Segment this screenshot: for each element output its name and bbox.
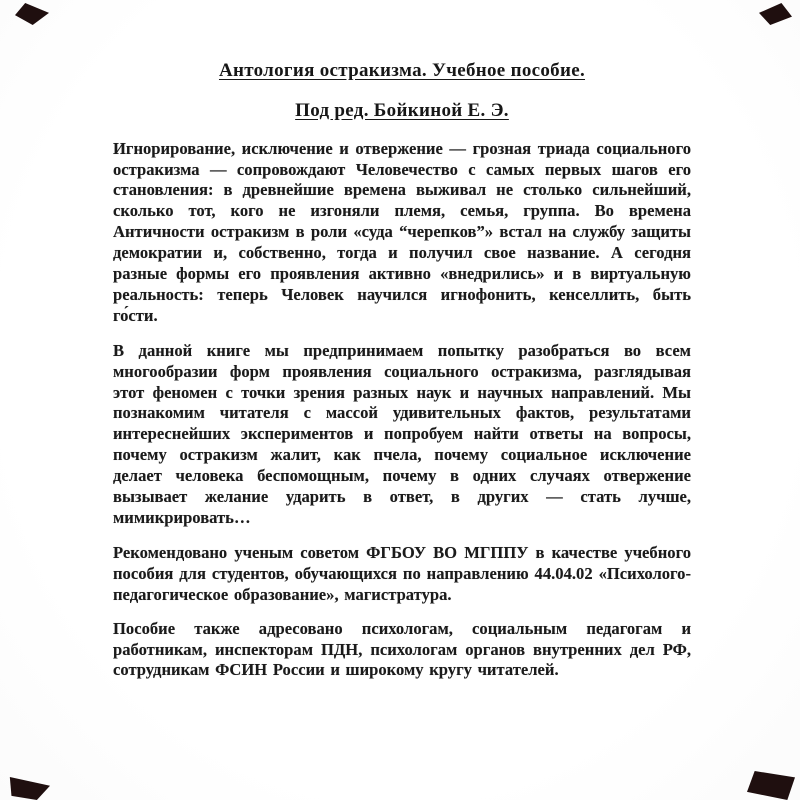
paragraph-intro-triad: Игнорирование, исключение и отвержение — грозная триада социального остракизма — сопровождают Человечество с самых первых шагов его становления: в древнейшие времена выживал не столько сильнейший, сколько тот, кого не изгоняли племя, семья, группа. Во времена Античности остракизм в роли «суда “черепков”» встал на службу защиты демократии и, собственно, тогда и получил свое название. А сегодня разные формы его проявления активно «внедрились» и в виртуальную реальность: теперь Человек научился игнофонить, кенселлить, быть го́сти. bbox=[113, 138, 691, 325]
photo-corner-bottom-right bbox=[747, 771, 795, 800]
page-subtitle: Под ред. Бойкиной Е. Э. bbox=[295, 99, 509, 121]
paragraph-book-overview: В данной книге мы предпринимаем попытку разобраться во всем многообразии форм проявления социального остракизма, разглядывая этот феномен с точки зрения разных наук и научных направлений. Мы познакомим читателя с массой удивительных фактов, результатами интереснейших экспериментов и попробуем найти ответы на вопросы, почему остракизм жалит, как пчела, почему социальное исключение делает человека беспомощным, почему в одних случаях отвержение вызывает желание ударить в ответ, в других — стать лучше, мимикрировать… bbox=[113, 340, 691, 527]
photo-corner-bottom-left bbox=[9, 777, 50, 800]
photo-corner-top-right bbox=[759, 3, 792, 25]
page-title: Антология остракизма. Учебное пособие. bbox=[218, 60, 586, 81]
paragraph-audience: Пособие также адресовано психологам, социальным педагогам и работникам, инспекторам ПДН, психологам органов внутренних дел РФ, сотрудникам ФСИН России и широкому кругу читателей. bbox=[113, 618, 691, 680]
page-content bbox=[113, 60, 691, 694]
photo-corner-top-left bbox=[15, 3, 49, 25]
paragraph-recommendation: Рекомендовано ученым советом ФГБОУ ВО МГППУ в качестве учебного пособия для студентов, обучающихся по направлению 44.04.02 «Психолого-педагогическое образование», магистратура. bbox=[113, 542, 691, 604]
